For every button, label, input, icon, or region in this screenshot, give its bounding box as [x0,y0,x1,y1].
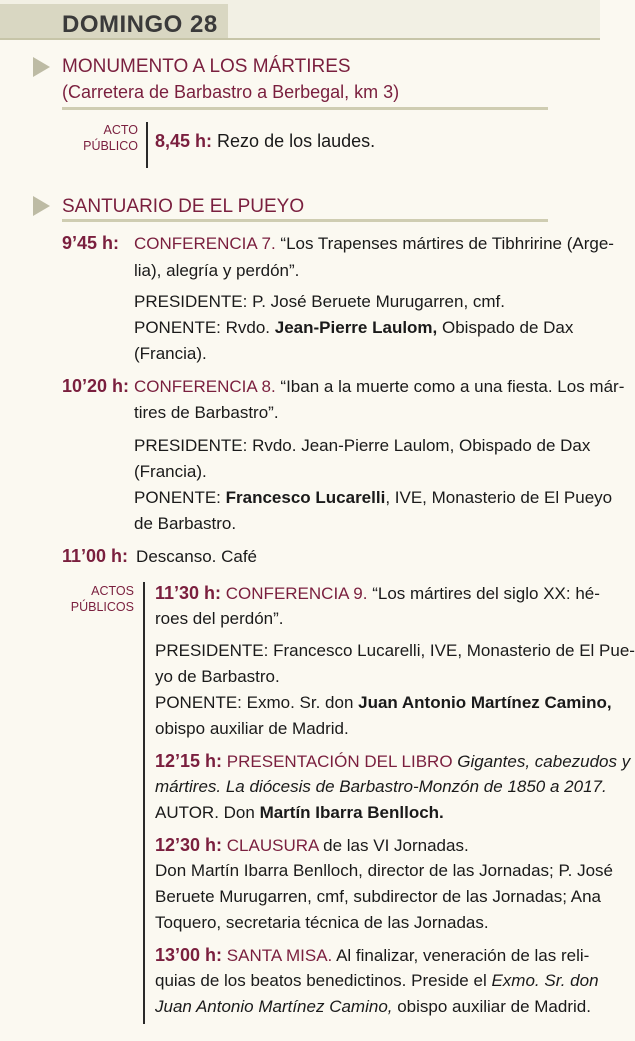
arrow-marker-icon [33,57,50,77]
entry-title-line [155,835,469,856]
entry-text-italic: Juan Antonio Martínez Camino, [155,997,393,1016]
venue-rule [62,107,548,110]
speaker-name: Juan Antonio Martínez Camino, [358,693,612,712]
entry-time-text: 12’15 h: [155,751,223,771]
conference-label: CONFERENCIA 9. [225,584,368,603]
entry-time-text: 11’00 h: [62,546,129,566]
public-acts-label [64,583,134,615]
label-line: ACTO [103,123,138,137]
label-line: PÚBLICOS [70,600,134,614]
entry-text: roes del perdón”. [155,609,284,628]
entry-text: PONENTE: [134,488,226,507]
entry-text-line [155,971,599,991]
vertical-bar [146,122,148,168]
book-label: PRESENTACIÓN DEL LIBRO [226,752,453,771]
day-title: DOMINGO 28 [62,11,218,38]
entry-title-line [155,751,631,772]
entry-text: tires de Barbastro”. [134,403,279,422]
entry-text: obispo auxiliar de Madrid. [392,997,591,1016]
entry-title-line [155,945,590,966]
schedule-entry [155,131,375,152]
conference-label: CONFERENCIA 8. [134,377,276,396]
entry-text-italic: Exmo. Sr. don [491,971,599,990]
entry-text: PONENTE: Exmo. Sr. don [155,693,359,712]
entry-text: Beruete Murugarren, cmf, subdirector de las Jornadas; Ana [155,887,602,906]
entry-text: lia), alegría y perdón”. [134,261,300,280]
entry-text: de Barbastro. [134,514,237,533]
venue-title: SANTUARIO DE EL PUEYO [62,196,305,217]
entry-text: yo de Barbastro. [155,667,280,686]
entry-time-text: 10’20 h: [62,376,130,396]
entry-time [62,376,129,397]
entry-text: Toquero, secretaria técnica de las Jornadas. [155,913,489,932]
entry-text: , IVE, Monasterio de El Pueyo [385,488,613,507]
entry-time-text: 11’30 h: [155,583,222,603]
entry-text: “Los Trapenses mártires de Tibhririne (Arge- [275,234,614,253]
venue-subtitle: (Carretera de Barbastro a Berbegal, km 3) [62,82,400,102]
label-line: PÚBLICO [83,139,138,153]
mass-label: SANTA MISA. [226,946,333,965]
closing-label: CLAUSURA [226,836,319,855]
entry-text-line [155,997,591,1017]
conference-label: CONFERENCIA 7. [134,234,276,253]
entry-time: 8,45 h: [155,131,213,151]
entry-text: Rezo de los laudes. [217,131,376,151]
speaker-line [134,318,574,338]
entry-text: Descanso. Café [136,547,257,566]
entry-text: de las VI Jornadas. [318,836,469,855]
entry-text: Obispado de Dax [437,318,574,337]
speaker-name: Francesco Lucarelli [225,488,386,507]
president-line: PRESIDENTE: Francesco Lucarelli, IVE, Monasterio de El Pue- [155,641,635,660]
arrow-marker-icon [33,196,50,216]
venue-title: MONUMENTO A LOS MÁRTIRES [62,56,351,77]
entry-title-line [155,583,600,604]
entry-title-line [134,377,625,397]
label-line: ACTOS [91,584,134,598]
entry-title-line [134,234,614,254]
book-title: Gigantes, cabezudos y [457,752,631,771]
speaker-line [155,693,612,713]
entry-text: (Francia). [134,344,207,363]
entry-time-text: 9’45 h: [62,233,120,253]
president-line: PRESIDENTE: Rvdo. Jean-Pierre Laulom, Obispado de Dax [134,436,591,455]
entry-text: quias de los beatos benedictinos. Preside el [155,971,492,990]
president-line: PRESIDENTE: P. José Beruete Murugarren, cmf. [134,292,505,311]
entry-text: PONENTE: Rvdo. [134,318,275,337]
speaker-name: Jean-Pierre Laulom, [274,318,438,337]
entry-time-text: 13’00 h: [155,945,223,965]
entry-text: obispo auxiliar de Madrid. [155,719,349,738]
author-name: Martín Ibarra Benlloch. [259,803,444,822]
entry-time-text: 12’30 h: [155,835,223,855]
entry-text: AUTOR. Don [155,803,260,822]
entry-text: (Francia). [134,462,207,481]
book-title: mártires. La diócesis de Barbastro-Monzón de 1850 a 2017. [155,777,607,796]
speaker-line [134,488,613,508]
entry-text: “Iban a la muerte como a una fiesta. Los már- [275,377,625,396]
entry-text: Don Martín Ibarra Benlloch, director de las Jornadas; P. José [155,861,613,880]
venue-rule [62,219,548,222]
schedule-entry [62,546,257,567]
public-act-label [72,122,138,154]
vertical-bar [143,582,145,1024]
author-line [155,803,444,823]
entry-text: “Los mártires del siglo XX: hé- [367,584,600,603]
entry-text: Al finalizar, veneración de las reli- [332,946,590,965]
entry-time [62,233,119,254]
